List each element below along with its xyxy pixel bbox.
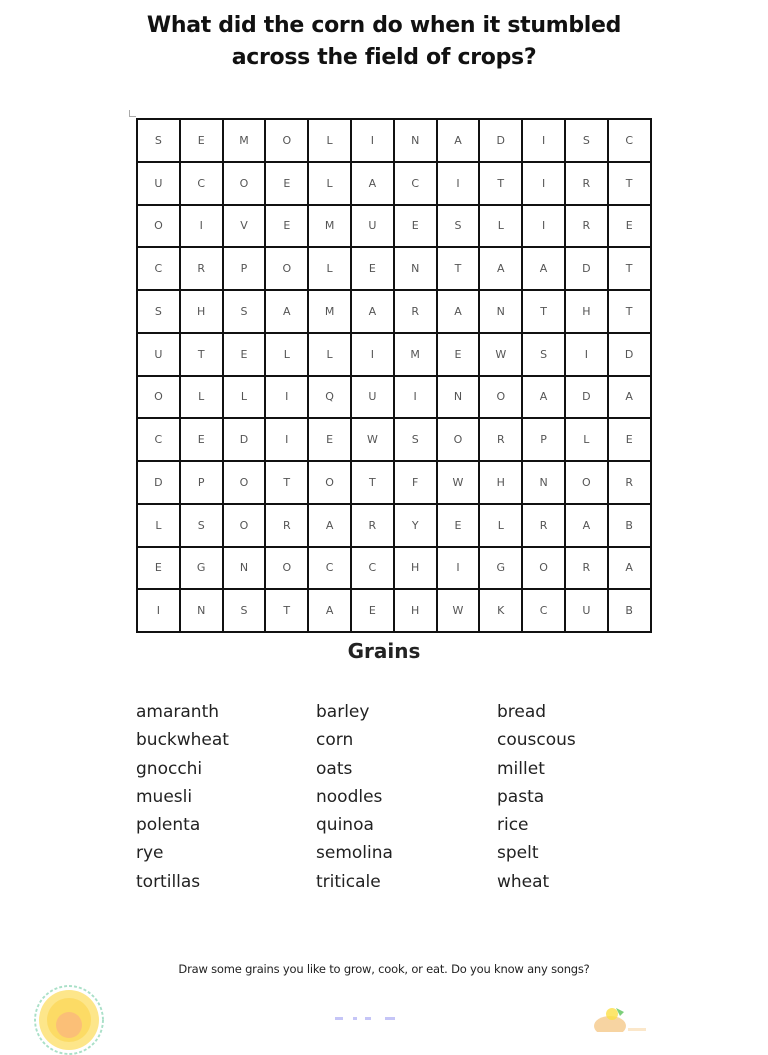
grid-cell[interactable]: E bbox=[608, 205, 651, 248]
grid-cell[interactable]: W bbox=[437, 589, 480, 632]
grid-cell[interactable]: A bbox=[437, 290, 480, 333]
grid-cell[interactable]: E bbox=[437, 333, 480, 376]
word-list-item: spelt bbox=[497, 843, 539, 864]
grid-row bbox=[137, 162, 651, 205]
word-list-column-3 bbox=[497, 698, 576, 896]
grid-cell[interactable]: A bbox=[522, 247, 565, 290]
grid-row bbox=[137, 504, 651, 547]
grid-cell[interactable]: S bbox=[223, 589, 266, 632]
grid-cell[interactable]: L bbox=[565, 418, 608, 461]
grid-cell[interactable]: T bbox=[351, 461, 394, 504]
grid-cell[interactable]: O bbox=[265, 119, 308, 162]
grid-cell[interactable]: M bbox=[223, 119, 266, 162]
grid-cell[interactable]: E bbox=[265, 162, 308, 205]
grid-cell[interactable]: D bbox=[137, 461, 180, 504]
crop-mark-icon bbox=[129, 110, 136, 117]
word-list-item: muesli bbox=[136, 786, 193, 807]
grid-cell[interactable]: Q bbox=[308, 376, 351, 419]
grid-cell[interactable]: N bbox=[394, 247, 437, 290]
grid-cell[interactable]: C bbox=[180, 162, 223, 205]
puzzle-title-line-2: across the field of crops? bbox=[231, 45, 537, 70]
grid-cell[interactable]: N bbox=[522, 461, 565, 504]
grid-cell[interactable]: O bbox=[223, 461, 266, 504]
grid-cell[interactable]: P bbox=[223, 247, 266, 290]
grid-cell[interactable]: D bbox=[479, 119, 522, 162]
grid-cell[interactable]: H bbox=[180, 290, 223, 333]
puzzle-title bbox=[0, 10, 768, 74]
grid-cell[interactable]: L bbox=[479, 205, 522, 248]
fruit-shape bbox=[606, 1008, 618, 1020]
grid-cell[interactable]: P bbox=[522, 418, 565, 461]
grid-cell[interactable]: H bbox=[394, 547, 437, 590]
grid-cell[interactable]: I bbox=[265, 376, 308, 419]
grid-cell[interactable]: F bbox=[394, 461, 437, 504]
grid-cell[interactable]: T bbox=[479, 162, 522, 205]
grid-cell[interactable]: C bbox=[308, 547, 351, 590]
grid-row bbox=[137, 119, 651, 162]
word-list-item: pasta bbox=[497, 786, 545, 807]
grid-row bbox=[137, 547, 651, 590]
word-list-item: amaranth bbox=[136, 702, 220, 722]
grid-cell[interactable]: A bbox=[265, 290, 308, 333]
grid-cell[interactable]: S bbox=[394, 418, 437, 461]
grid-cell[interactable]: O bbox=[522, 547, 565, 590]
grid-cell[interactable]: R bbox=[180, 247, 223, 290]
word-list-heading: Grains bbox=[347, 639, 421, 663]
grid-cell[interactable]: S bbox=[565, 119, 608, 162]
grid-cell[interactable]: C bbox=[522, 589, 565, 632]
grid-cell[interactable]: T bbox=[608, 162, 651, 205]
grid-row bbox=[137, 333, 651, 376]
grid-cell[interactable]: L bbox=[308, 247, 351, 290]
grid-cell[interactable]: E bbox=[437, 504, 480, 547]
grid-row bbox=[137, 290, 651, 333]
grid-row bbox=[137, 247, 651, 290]
grid-cell[interactable]: O bbox=[308, 461, 351, 504]
grid-cell[interactable]: I bbox=[522, 162, 565, 205]
grid-cell[interactable]: D bbox=[608, 333, 651, 376]
word-list-item: noodles bbox=[316, 786, 383, 807]
grid-cell[interactable]: T bbox=[265, 589, 308, 632]
grid-cell[interactable]: O bbox=[137, 205, 180, 248]
grid-cell[interactable]: U bbox=[137, 162, 180, 205]
grid-cell[interactable]: A bbox=[308, 589, 351, 632]
grid-cell[interactable]: N bbox=[394, 119, 437, 162]
grid-cell[interactable]: H bbox=[565, 290, 608, 333]
grid-cell[interactable]: B bbox=[608, 589, 651, 632]
grid-cell[interactable]: T bbox=[608, 247, 651, 290]
grid-cell[interactable]: R bbox=[351, 504, 394, 547]
grid-cell[interactable]: L bbox=[308, 119, 351, 162]
grid-cell[interactable]: L bbox=[180, 376, 223, 419]
grid-cell[interactable]: A bbox=[608, 547, 651, 590]
grid-cell[interactable]: I bbox=[351, 119, 394, 162]
grid-cell[interactable]: A bbox=[479, 247, 522, 290]
fruit-basket-logo-icon bbox=[590, 1002, 650, 1032]
word-list-item: millet bbox=[497, 758, 545, 779]
grid-cell[interactable]: W bbox=[479, 333, 522, 376]
grid-cell[interactable]: S bbox=[522, 333, 565, 376]
grid-cell[interactable]: R bbox=[522, 504, 565, 547]
word-list-item: couscous bbox=[497, 730, 576, 751]
grid-cell[interactable]: D bbox=[223, 418, 266, 461]
word-list-item: tortillas bbox=[136, 871, 201, 892]
word-list-item: oats bbox=[316, 758, 353, 779]
grid-cell[interactable]: O bbox=[137, 376, 180, 419]
drawing-prompt: Draw some grains you like to grow, cook, or eat. Do you know any songs? bbox=[178, 962, 590, 976]
grid-cell[interactable]: N bbox=[479, 290, 522, 333]
grid-cell[interactable]: I bbox=[351, 333, 394, 376]
puzzle-title-line-1: What did the corn do when it stumbled bbox=[146, 13, 622, 38]
grid-cell[interactable]: E bbox=[180, 119, 223, 162]
sun-logo-inner bbox=[56, 1012, 82, 1038]
center-logo-icon bbox=[335, 1017, 405, 1021]
grid-cell[interactable]: C bbox=[351, 547, 394, 590]
word-list-item: rice bbox=[497, 815, 529, 836]
word-list-item: semolina bbox=[316, 843, 393, 864]
grid-cell[interactable]: I bbox=[394, 376, 437, 419]
grid-cell[interactable]: S bbox=[223, 290, 266, 333]
grid-cell[interactable]: T bbox=[437, 247, 480, 290]
word-list-item: triticale bbox=[316, 871, 381, 892]
grid-cell[interactable]: A bbox=[522, 376, 565, 419]
grid-cell[interactable]: R bbox=[265, 504, 308, 547]
grid-cell[interactable]: K bbox=[479, 589, 522, 632]
grid-cell[interactable]: L bbox=[308, 333, 351, 376]
grid-cell[interactable]: U bbox=[137, 333, 180, 376]
grid-cell[interactable]: A bbox=[565, 504, 608, 547]
grid-cell[interactable]: O bbox=[265, 247, 308, 290]
grid-row bbox=[137, 461, 651, 504]
grid-cell[interactable]: I bbox=[437, 162, 480, 205]
word-list-item: bread bbox=[497, 702, 547, 722]
grid-cell[interactable]: S bbox=[437, 205, 480, 248]
word-list-item: corn bbox=[316, 730, 354, 751]
grid-cell[interactable]: D bbox=[565, 376, 608, 419]
grid-cell[interactable]: I bbox=[180, 205, 223, 248]
grid-cell[interactable]: N bbox=[223, 547, 266, 590]
grid-cell[interactable]: M bbox=[308, 205, 351, 248]
grid-cell[interactable]: L bbox=[137, 504, 180, 547]
word-list-item: quinoa bbox=[316, 815, 374, 836]
grid-cell[interactable]: R bbox=[565, 162, 608, 205]
word-list-item: rye bbox=[136, 843, 164, 864]
grid-cell[interactable]: O bbox=[437, 418, 480, 461]
grid-cell[interactable]: E bbox=[137, 547, 180, 590]
grid-cell[interactable]: D bbox=[565, 247, 608, 290]
word-list-item: polenta bbox=[136, 815, 201, 836]
grid-cell[interactable]: C bbox=[137, 418, 180, 461]
grid-cell[interactable]: A bbox=[608, 376, 651, 419]
grid-cell[interactable]: I bbox=[565, 333, 608, 376]
grid-cell[interactable]: T bbox=[180, 333, 223, 376]
word-list-column-1 bbox=[136, 698, 229, 896]
grid-cell[interactable]: P bbox=[180, 461, 223, 504]
grid-cell[interactable]: A bbox=[308, 504, 351, 547]
grid-cell[interactable]: R bbox=[394, 290, 437, 333]
word-list-item: wheat bbox=[497, 871, 550, 892]
grid-cell[interactable]: I bbox=[137, 589, 180, 632]
word-search-grid bbox=[136, 118, 652, 633]
grid-cell[interactable]: O bbox=[265, 547, 308, 590]
sun-logo-icon bbox=[34, 985, 104, 1055]
grid-cell[interactable]: T bbox=[265, 461, 308, 504]
grid-cell[interactable]: E bbox=[180, 418, 223, 461]
grid-cell[interactable]: T bbox=[522, 290, 565, 333]
grid-cell[interactable]: L bbox=[308, 162, 351, 205]
grid-cell[interactable]: M bbox=[308, 290, 351, 333]
logo-text-shape bbox=[628, 1028, 646, 1031]
grid-cell[interactable]: N bbox=[180, 589, 223, 632]
grid-cell[interactable]: C bbox=[394, 162, 437, 205]
grid-cell[interactable]: O bbox=[479, 376, 522, 419]
grid-cell[interactable]: A bbox=[351, 290, 394, 333]
word-list-item: gnocchi bbox=[136, 758, 203, 779]
grid-cell[interactable]: E bbox=[265, 205, 308, 248]
grid-cell[interactable]: R bbox=[565, 205, 608, 248]
grid-row bbox=[137, 418, 651, 461]
grid-cell[interactable]: L bbox=[265, 333, 308, 376]
grid-cell[interactable]: I bbox=[522, 205, 565, 248]
grid-cell[interactable]: E bbox=[223, 333, 266, 376]
grid-cell[interactable]: E bbox=[608, 418, 651, 461]
grid-row bbox=[137, 376, 651, 419]
grid-cell[interactable]: E bbox=[308, 418, 351, 461]
grid-cell[interactable]: H bbox=[394, 589, 437, 632]
grid-cell[interactable]: U bbox=[351, 376, 394, 419]
grid-row bbox=[137, 205, 651, 248]
word-list-item: barley bbox=[316, 702, 370, 722]
grid-cell[interactable]: O bbox=[223, 162, 266, 205]
grid-cell[interactable]: I bbox=[522, 119, 565, 162]
grid-cell[interactable]: E bbox=[351, 247, 394, 290]
grid-cell[interactable]: S bbox=[180, 504, 223, 547]
grid-cell[interactable]: R bbox=[608, 461, 651, 504]
grid-cell[interactable]: A bbox=[437, 119, 480, 162]
grid-cell[interactable]: L bbox=[223, 376, 266, 419]
grid-cell[interactable]: W bbox=[351, 418, 394, 461]
grid-cell[interactable]: S bbox=[137, 119, 180, 162]
grid-cell[interactable]: A bbox=[351, 162, 394, 205]
grid-row bbox=[137, 589, 651, 632]
grid-cell[interactable]: L bbox=[479, 504, 522, 547]
grid-cell[interactable]: I bbox=[437, 547, 480, 590]
grid-cell[interactable]: G bbox=[479, 547, 522, 590]
grid-cell[interactable]: W bbox=[437, 461, 480, 504]
grid-cell[interactable]: O bbox=[565, 461, 608, 504]
grid-cell[interactable]: V bbox=[223, 205, 266, 248]
grid-cell[interactable]: G bbox=[180, 547, 223, 590]
grid-cell[interactable]: C bbox=[608, 119, 651, 162]
grid-cell[interactable]: M bbox=[394, 333, 437, 376]
word-list-item: buckwheat bbox=[136, 730, 229, 751]
grid-cell[interactable]: O bbox=[223, 504, 266, 547]
grid-cell[interactable]: E bbox=[351, 589, 394, 632]
grid-cell[interactable]: U bbox=[351, 205, 394, 248]
grid-cell[interactable]: B bbox=[608, 504, 651, 547]
grid-cell[interactable]: Y bbox=[394, 504, 437, 547]
grid-cell[interactable]: R bbox=[479, 418, 522, 461]
grid-cell[interactable]: I bbox=[265, 418, 308, 461]
grid-cell[interactable]: T bbox=[608, 290, 651, 333]
grid-cell[interactable]: S bbox=[137, 290, 180, 333]
word-list-column-2 bbox=[316, 698, 393, 896]
grid-cell[interactable]: R bbox=[565, 547, 608, 590]
grid-cell[interactable]: E bbox=[394, 205, 437, 248]
grid-cell[interactable]: U bbox=[565, 589, 608, 632]
grid-cell[interactable]: H bbox=[479, 461, 522, 504]
grid-cell[interactable]: N bbox=[437, 376, 480, 419]
grid-cell[interactable]: C bbox=[137, 247, 180, 290]
